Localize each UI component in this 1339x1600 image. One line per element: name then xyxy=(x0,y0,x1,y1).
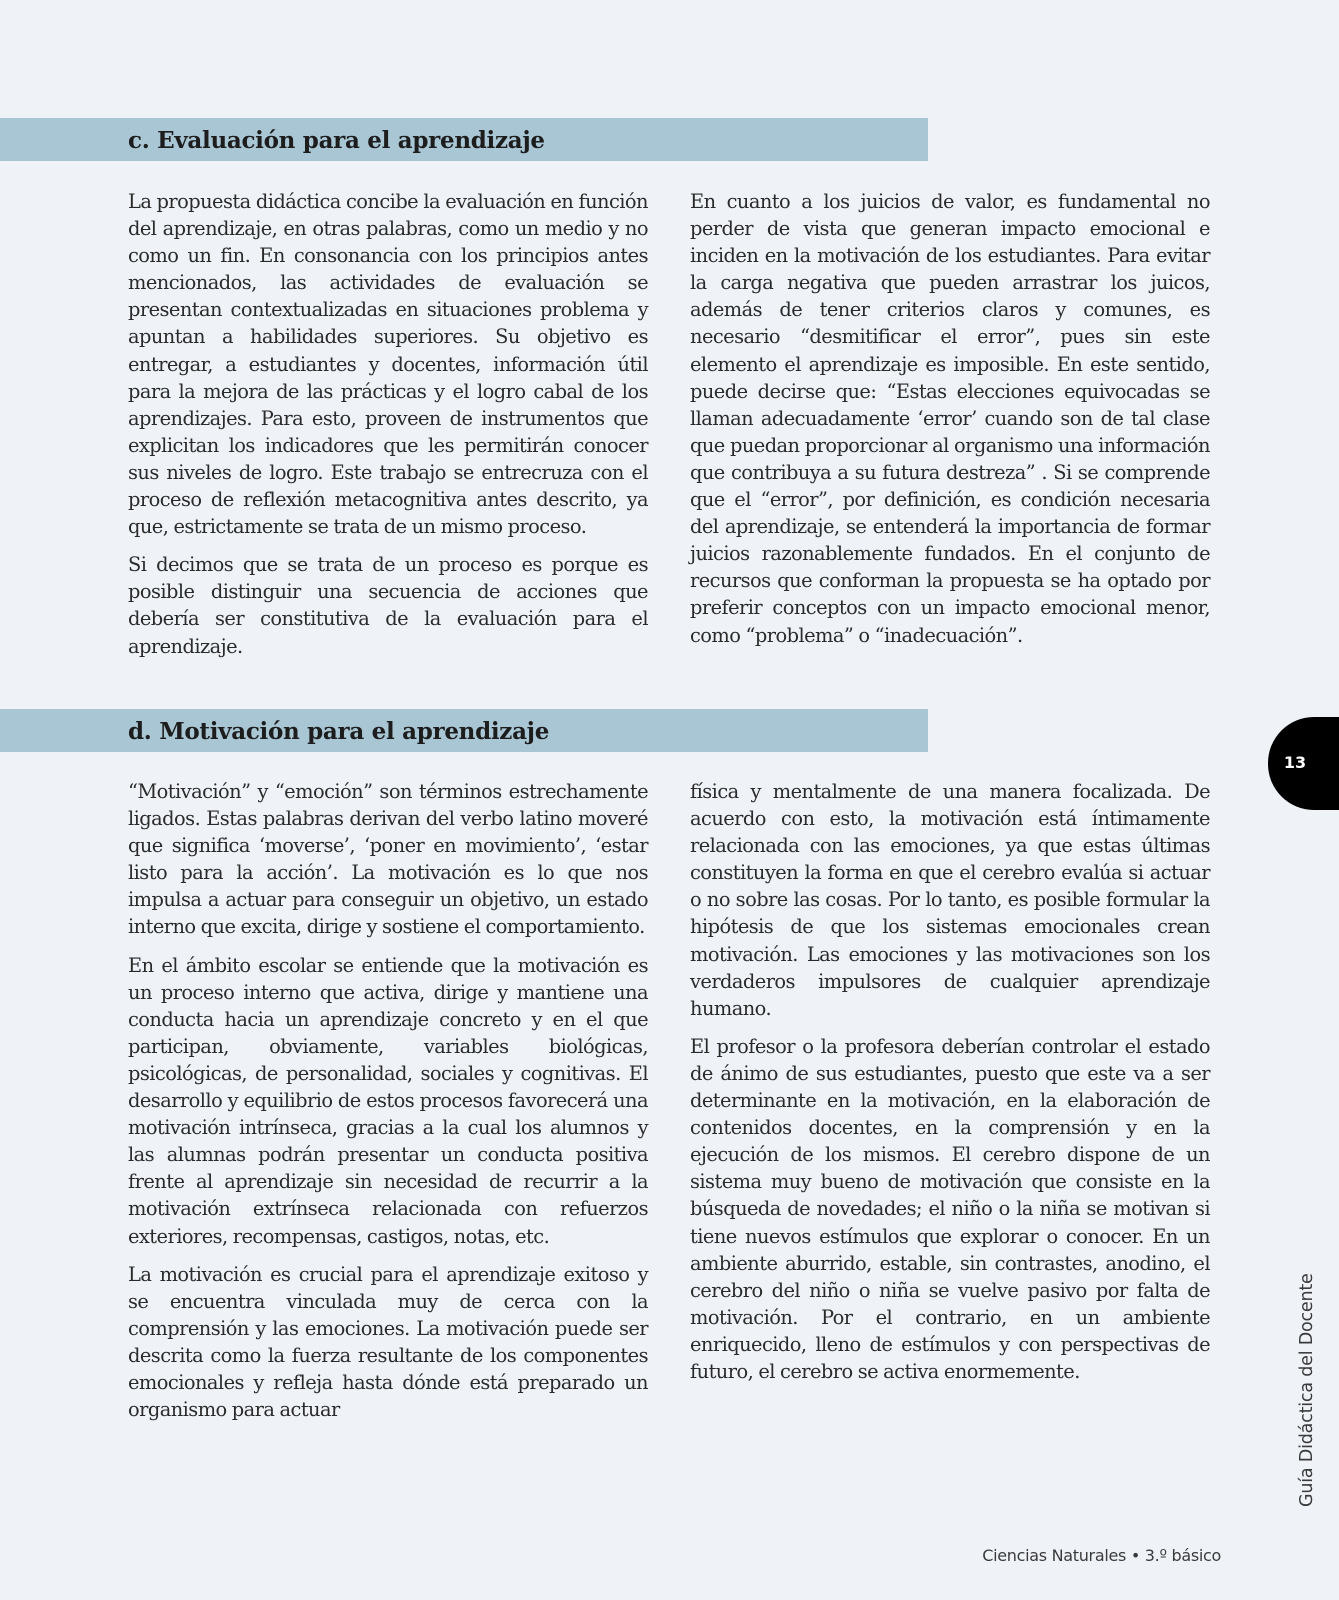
paragraph: En el ámbito escolar se entiende que la motivación es un proceso interno que activa, dirige y mantiene una conducta hacia un aprendizaje concreto y en el que participan, obviamente, variables biológicas, psicológicas, de personalidad, sociales y cognitivas. El desarrollo y equilibrio de estos procesos favorecerá una motivación intrínseca, gracias a la cual los alumnos y las alumnas podrán presentar un conducta positiva frente al aprendizaje sin necesidad de recurrir a la motivación extrínseca relacionada con refuerzos exteriores, recompensas, castigos, notas, etc. xyxy=(128,953,648,1248)
page-number: 13 xyxy=(1283,753,1307,772)
paragraph: El profesor o la profesora deberían controlar el estado de ánimo de sus estudiantes, puesto que este va a ser determinante en la motivación, en la elaboración de contenidos docentes, en la comprensión y en la ejecución de los mismos. El cerebro dispone de un sistema muy bueno de motivación que consiste en la búsqueda de novedades; el niño o la niña se motivan si tiene nuevos estímulos que explorar o conocer. En un ambiente aburrido, estable, sin contrastes, anodino, el cerebro del niño o niña se vuelve pasivo por falta de motivación. Por el contrario, en un ambiente enriquecido, lleno de estímulos y con perspectivas de futuro, el cerebro se activa enormemente. xyxy=(690,1034,1210,1383)
section-c-title: c. Evaluación para el aprendizaje xyxy=(128,127,545,154)
paragraph: física y mentalmente de una manera focalizada. De acuerdo con esto, la motivación está íntimamente relacionada con las emociones, ya que estas últimas constituyen la forma en que el cerebro evalúa si actuar o no sobre las cosas. Por lo tanto, es posible formular la hipótesis de que los sistemas emocionales crean motivación. Las emociones y las motivaciones son los verdaderos impulsores de cualquier aprendizaje humano. xyxy=(690,780,1210,1020)
paragraph: La propuesta didáctica concibe la evaluación en función del aprendizaje, en otras palabras, como un medio y no como un fin. En consonancia con los principios antes mencionados, las actividades de evaluación se presentan contextualizadas en situaciones problema y apuntan a habilidades superiores. Su objetivo es entregar, a estudiantes y docentes, información útil para la mejora de las prácticas y el logro cabal de los aprendizajes. Para esto, proveen de instrumentos que explicitan los indicadores que les permitirán conocer sus niveles de logro. Este trabajo se entrecruza con el proceso de reflexión metacognitiva antes descrito, ya que, estrictamente se trata de un mismo proceso. xyxy=(128,190,648,539)
side-label: Guía Didáctica del Docente xyxy=(1297,1273,1317,1507)
section-c-right-column xyxy=(690,188,1210,660)
paragraph: Si decimos que se trata de un proceso es porque es posible distinguir una secuencia de acciones que debería ser constitutiva de la evaluación para el aprendizaje. xyxy=(128,553,648,658)
paragraph: “Motivación” y “emoción” son términos estrechamente ligados. Estas palabras derivan del verbo latino moveré que significa ‘moverse’, ‘poner en movimiento’, ‘estar listo para la acción’. La motivación es lo que nos impulsa a actuar para conseguir un objetivo, un estado interno que excita, dirige y sostiene el comportamiento. xyxy=(128,780,648,939)
section-d-left-column xyxy=(128,778,648,1434)
paragraph: En cuanto a los juicios de valor, es fundamental no perder de vista que generan impacto emocional e inciden en la motivación de los estudiantes. Para evitar la carga negativa que pueden arrastrar los juicos, además de tener criterios claros y comunes, es necesario “desmitificar el error”, pues sin este elemento el aprendizaje es imposible. En este sentido, puede decirse que: “Estas elecciones equivocadas se llaman adecuadamente ‘error’ cuando son de tal clase que puedan proporcionar al organismo una información que contribuya a su futura destreza” . Si se comprende que el “error”, por definición, es condición necesaria del aprendizaje, se entenderá la importancia de formar juicios razonablemente fundados. En el conjunto de recursos que conforman la propuesta se ha optado por preferir conceptos con un impacto emocional menor, como “problema” o “inadecuación”. xyxy=(690,190,1210,647)
section-c-header-bar xyxy=(0,118,928,161)
paragraph: La motivación es crucial para el aprendizaje exitoso y se encuentra vinculada muy de cerca con la comprensión y las emociones. La motivación puede ser descrita como la fuerza resultante de los componentes emocionales y refleja hasta dónde está preparado un organismo para actuar xyxy=(128,1262,648,1422)
section-d-right-column xyxy=(690,778,1210,1396)
footer: Ciencias Naturales • 3.º básico xyxy=(982,1546,1221,1565)
section-d-title: d. Motivación para el aprendizaje xyxy=(128,718,550,745)
section-c-left-column xyxy=(128,188,648,671)
section-d-header-bar xyxy=(0,709,928,752)
